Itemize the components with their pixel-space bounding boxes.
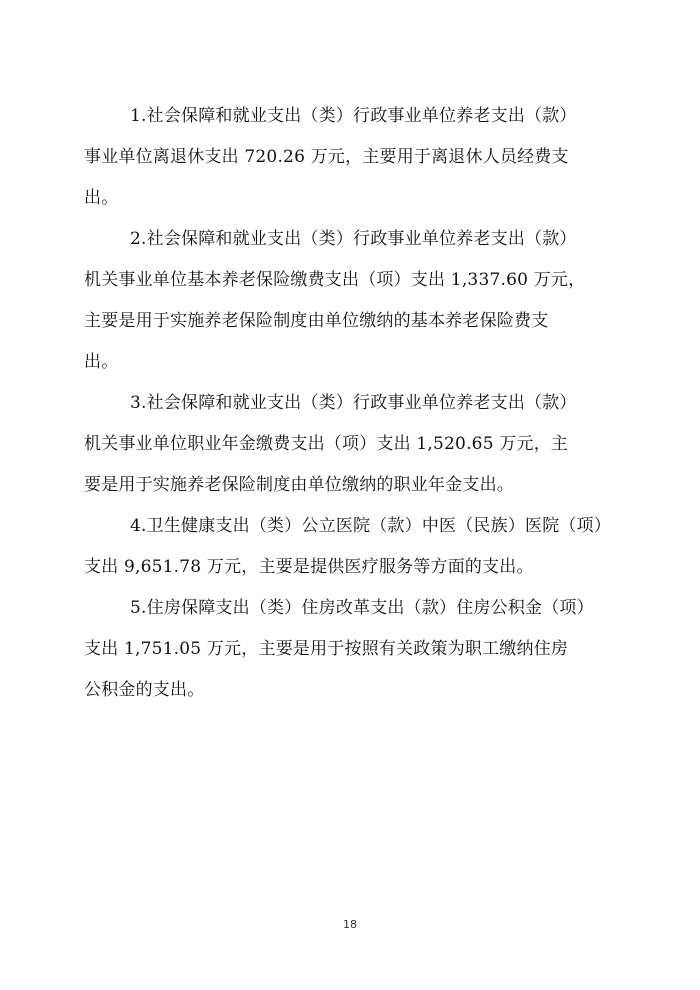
paragraph-line: 5.住房保障支出（类）住房改革支出（款）住房公积金（项） bbox=[130, 598, 594, 618]
paragraph-line: 支出 1,751.05 万元，主要是用于按照有关政策为职工缴纳住房 bbox=[84, 639, 569, 659]
paragraph-line: 出。 bbox=[84, 188, 119, 208]
paragraph-4 bbox=[84, 506, 616, 588]
page-number: 18 bbox=[343, 918, 357, 931]
paragraph-1 bbox=[84, 96, 616, 219]
paragraph-3 bbox=[84, 383, 616, 506]
paragraph-line: 1.社会保障和就业支出（类）行政事业单位养老支出（款） bbox=[130, 106, 577, 126]
paragraph-line: 出。 bbox=[84, 352, 119, 372]
paragraph-2 bbox=[84, 219, 616, 383]
paragraph-line: 公积金的支出。 bbox=[84, 680, 205, 700]
paragraph-line: 要是用于实施养老保险制度由单位缴纳的职业年金支出。 bbox=[84, 475, 514, 495]
paragraph-5 bbox=[84, 588, 616, 711]
paragraph-line: 主要是用于实施养老保险制度由单位缴纳的基本养老保险费支 bbox=[84, 311, 549, 331]
paragraph-line: 2.社会保障和就业支出（类）行政事业单位养老支出（款） bbox=[130, 229, 577, 249]
document-body bbox=[84, 96, 616, 711]
paragraph-line: 3.社会保障和就业支出（类）行政事业单位养老支出（款） bbox=[130, 393, 577, 413]
paragraph-line: 事业单位离退休支出 720.26 万元，主要用于离退休人员经费支 bbox=[84, 147, 569, 167]
paragraph-line: 机关事业单位职业年金缴费支出（项）支出 1,520.65 万元，主 bbox=[84, 434, 569, 454]
paragraph-line: 4.卫生健康支出（类）公立医院（款）中医（民族）医院（项） bbox=[130, 516, 612, 536]
paragraph-line: 机关事业单位基本养老保险缴费支出（项）支出 1,337.60 万元， bbox=[84, 270, 586, 290]
paragraph-line: 支出 9,651.78 万元，主要是提供医疗服务等方面的支出。 bbox=[84, 557, 534, 577]
